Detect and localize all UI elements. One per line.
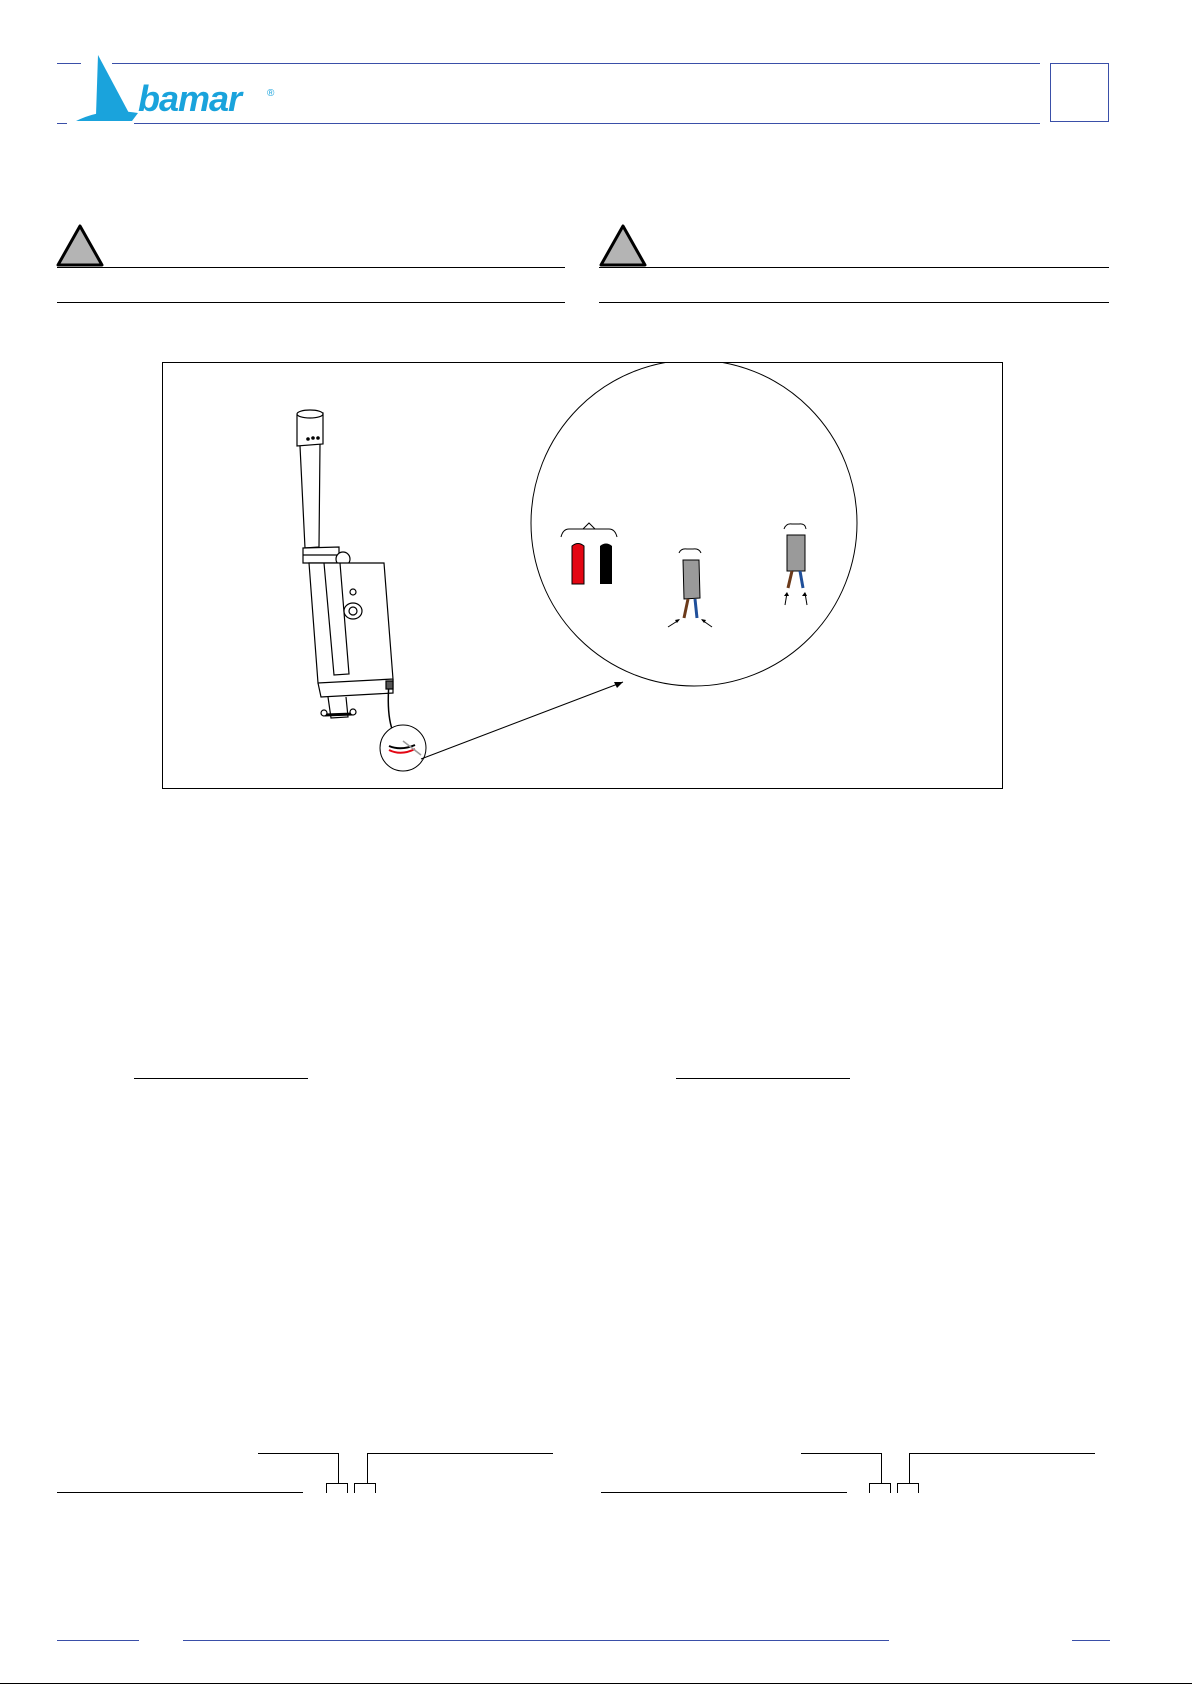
line-vertical (347, 1483, 348, 1493)
warning-left-rule-top (57, 267, 565, 268)
line-segment (897, 1483, 919, 1484)
detail-pointer-line (421, 682, 623, 759)
line-segment (909, 1453, 1095, 1454)
line-vertical (338, 1453, 339, 1483)
detail-zoom-circle (531, 363, 857, 686)
page-number-box (1050, 63, 1109, 122)
line-segment (801, 1453, 881, 1454)
line-vertical (326, 1483, 327, 1493)
line-segment (354, 1483, 376, 1484)
line-segment (869, 1483, 891, 1484)
line-segment (601, 1492, 847, 1493)
warning-left-rule-bottom (57, 302, 565, 303)
warning-right-rule-top (599, 267, 1109, 268)
actuator-wiring-figure (162, 362, 1003, 789)
header-rule-top (112, 63, 1040, 64)
footer-rule-left (57, 1640, 139, 1641)
section-left-heading-underline (134, 1078, 308, 1079)
warning-triangle-icon (56, 224, 104, 267)
line-segment (258, 1453, 338, 1454)
header-rule-bottom (134, 123, 1040, 124)
actuator-wiring-diagram (163, 363, 1004, 790)
line-vertical (869, 1483, 870, 1493)
line-vertical (881, 1453, 882, 1483)
line-vertical (909, 1453, 910, 1483)
registered-mark: ® (267, 88, 275, 99)
brand-name: bamar (138, 78, 242, 119)
bamar-sail-logo-icon (74, 55, 140, 125)
line-segment (57, 1492, 303, 1493)
footer-rule-center (183, 1640, 889, 1641)
line-segment (326, 1483, 348, 1484)
warning-right-rule-bottom (599, 302, 1109, 303)
line-segment (367, 1453, 553, 1454)
line-vertical (890, 1483, 891, 1493)
line-vertical (375, 1483, 376, 1493)
footer-rule-right (1072, 1640, 1110, 1641)
header-rule-bottom-left (57, 123, 67, 124)
page-bottom-rule (0, 1683, 1192, 1684)
section-right-heading-underline (676, 1078, 850, 1079)
warning-triangle-icon (599, 224, 647, 267)
line-vertical (367, 1453, 368, 1483)
line-vertical (918, 1483, 919, 1493)
line-vertical (354, 1483, 355, 1493)
linear-actuator-illustration (297, 410, 425, 753)
line-vertical (897, 1483, 898, 1493)
